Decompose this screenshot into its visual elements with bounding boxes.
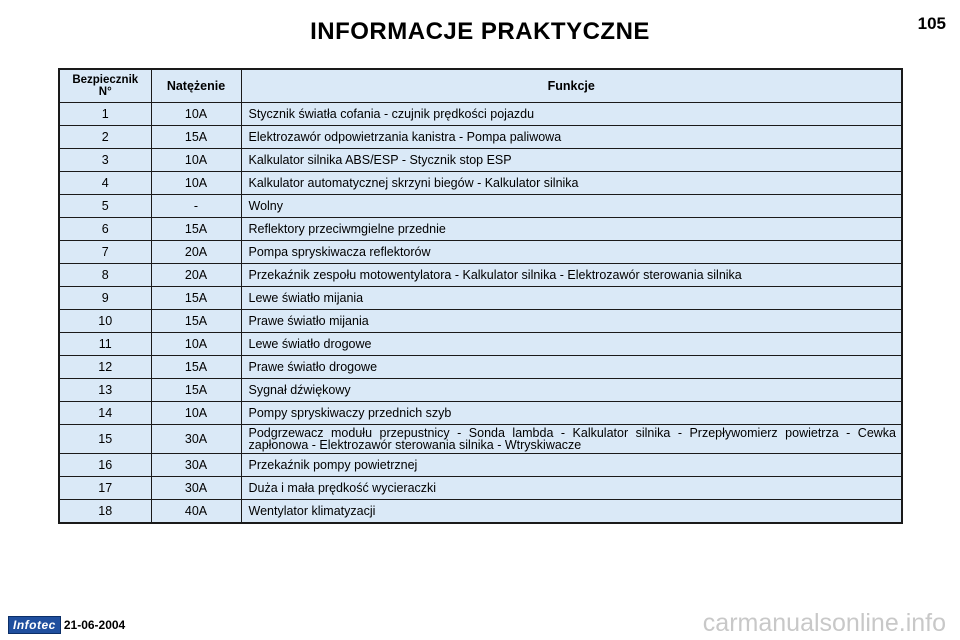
table-row [59, 218, 902, 241]
header-rating: Natężenie [151, 69, 241, 103]
fuse-function: Kalkulator automatycznej skrzyni biegów - Kalkulator silnika [241, 172, 902, 195]
fuse-number: 12 [59, 356, 151, 379]
table-row [59, 500, 902, 524]
fuse-rating: 15A [151, 287, 241, 310]
header-fuse-number-line2: N° [98, 86, 112, 98]
fuse-number: 8 [59, 264, 151, 287]
table-row [59, 241, 902, 264]
table-row [59, 126, 902, 149]
fuse-number: 16 [59, 454, 151, 477]
fuse-number: 14 [59, 402, 151, 425]
fuse-function: Przekaźnik zespołu motowentylatora - Kalkulator silnika - Elektrozawór sterowania silnika [241, 264, 902, 287]
footer-date: 21-06-2004 [63, 618, 126, 632]
fuse-number: 6 [59, 218, 151, 241]
table-row [59, 379, 902, 402]
fuse-function: Lewe światło drogowe [241, 333, 902, 356]
table-row [59, 264, 902, 287]
infotec-logo: Infotec [8, 616, 61, 634]
table-row [59, 172, 902, 195]
watermark: carmanualsonline.info [702, 609, 946, 637]
fuse-number: 5 [59, 195, 151, 218]
fuse-function: Kalkulator silnika ABS/ESP - Stycznik stop ESP [241, 149, 902, 172]
fuse-table [58, 68, 903, 524]
fuse-function: Elektrozawór odpowietrzania kanistra - Pompa paliwowa [241, 126, 902, 149]
fuse-function: Reflektory przeciwmgielne przednie [241, 218, 902, 241]
table-row [59, 287, 902, 310]
fuse-number: 13 [59, 379, 151, 402]
fuse-rating: 15A [151, 356, 241, 379]
fuse-function: Duża i mała prędkość wycieraczki [241, 477, 902, 500]
fuse-number: 15 [59, 425, 151, 454]
fuse-number: 10 [59, 310, 151, 333]
table-row [59, 356, 902, 379]
fuse-rating: 10A [151, 402, 241, 425]
page-number: 105 [917, 14, 946, 33]
fuse-rating: 10A [151, 149, 241, 172]
fuse-rating: 15A [151, 310, 241, 333]
fuse-function: Prawe światło drogowe [241, 356, 902, 379]
table-row [59, 454, 902, 477]
fuse-number: 18 [59, 500, 151, 524]
fuse-function: Sygnał dźwiękowy [241, 379, 902, 402]
table-row [59, 425, 902, 454]
fuse-number: 7 [59, 241, 151, 264]
fuse-function: Przekaźnik pompy powietrznej [241, 454, 902, 477]
fuse-function: Stycznik światła cofania - czujnik prędkości pojazdu [241, 103, 902, 126]
fuse-number: 1 [59, 103, 151, 126]
header-function: Funkcje [241, 69, 902, 103]
table-row [59, 149, 902, 172]
header-fuse-number [59, 69, 151, 103]
fuse-function: Podgrzewacz modułu przepustnicy - Sonda lambda - Kalkulator silnika - Przepływomierz powietrza - Cewka zapłonowa - Elektrozawór sterowania silnika - Wtryskiwacze [241, 425, 902, 454]
fuse-function: Pompy spryskiwaczy przednich szyb [241, 402, 902, 425]
fuse-rating: 30A [151, 477, 241, 500]
fuse-number: 2 [59, 126, 151, 149]
fuse-number: 17 [59, 477, 151, 500]
fuse-function: Pompa spryskiwacza reflektorów [241, 241, 902, 264]
fuse-rating: 40A [151, 500, 241, 524]
fuse-rating: - [151, 195, 241, 218]
header-fuse-number-line1: Bezpiecznik [72, 74, 139, 86]
fuse-rating: 20A [151, 241, 241, 264]
page-title: INFORMACJE PRAKTYCZNE [310, 18, 650, 45]
fuse-rating: 15A [151, 218, 241, 241]
fuse-rating: 30A [151, 454, 241, 477]
fuse-rating: 15A [151, 126, 241, 149]
fuse-rating: 10A [151, 172, 241, 195]
fuse-number: 11 [59, 333, 151, 356]
table-row [59, 333, 902, 356]
table-row [59, 310, 902, 333]
table-header-row [59, 69, 902, 103]
fuse-rating: 15A [151, 379, 241, 402]
table-row [59, 402, 902, 425]
fuse-function: Prawe światło mijania [241, 310, 902, 333]
fuse-rating: 30A [151, 425, 241, 454]
fuse-function: Lewe światło mijania [241, 287, 902, 310]
fuse-number: 9 [59, 287, 151, 310]
fuse-rating: 10A [151, 103, 241, 126]
table-row [59, 195, 902, 218]
table-row [59, 477, 902, 500]
fuse-function: Wolny [241, 195, 902, 218]
fuse-rating: 10A [151, 333, 241, 356]
footer [8, 616, 125, 634]
table-row [59, 103, 902, 126]
fuse-number: 3 [59, 149, 151, 172]
fuse-rating: 20A [151, 264, 241, 287]
fuse-function: Wentylator klimatyzacji [241, 500, 902, 524]
fuse-number: 4 [59, 172, 151, 195]
